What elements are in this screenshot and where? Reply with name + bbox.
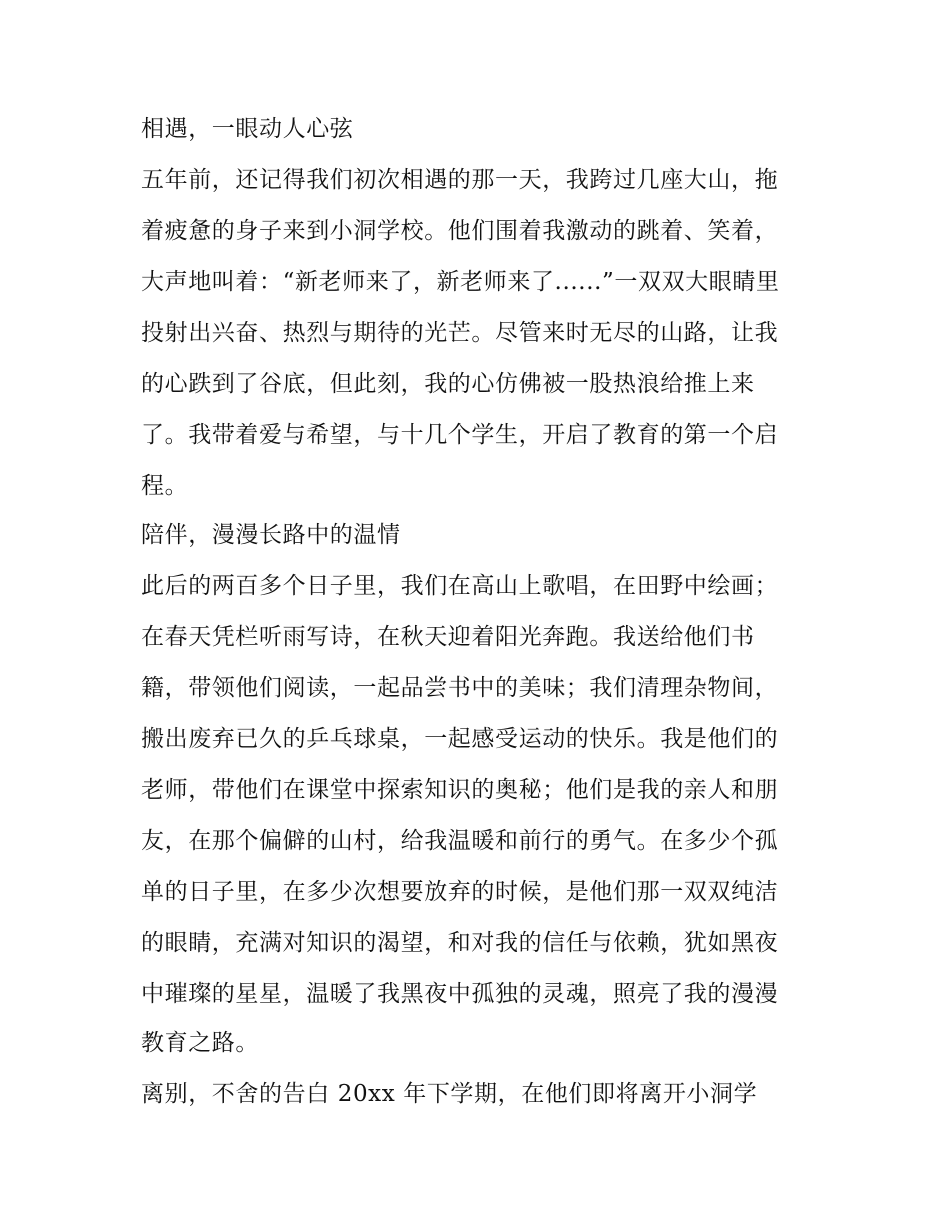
paragraph-line: 搬出废弃已久的乒乓球桌，一起感受运动的快乐。我是他们的: [141, 726, 779, 752]
paragraph-line: 的眼睛，充满对知识的渴望，和对我的信任与依赖，犹如黑夜: [141, 930, 779, 956]
paragraph-line: 投射出兴奋、热烈与期待的光芒。尽管来时无尽的山路，让我: [141, 320, 779, 346]
paragraph-line: 的心跌到了谷底，但此刻，我的心仿佛被一股热浪给推上来: [141, 371, 755, 397]
paragraph-line: 程。: [141, 473, 189, 499]
paragraph-line: 籍，带领他们阅读，一起品尝书中的美味；我们清理杂物间，: [141, 675, 779, 701]
paragraph-line: 教育之路。: [141, 1030, 259, 1056]
paragraph-line: 大声地叫着：“新老师来了，新老师来了......”一双双大眼睛里: [141, 269, 780, 295]
paragraph-line: 在春天凭栏听雨写诗，在秋天迎着阳光奔跑。我送给他们书: [141, 624, 755, 650]
paragraph-line: 老师，带他们在课堂中探索知识的奥秘；他们是我的亲人和朋: [141, 777, 779, 803]
paragraph-line: 友，在那个偏僻的山村，给我温暖和前行的勇气。在多少个孤: [141, 828, 779, 854]
section-heading-encounter: 相遇，一眼动人心弦: [141, 116, 354, 142]
paragraph-line: 五年前，还记得我们初次相遇的那一天，我跨过几座大山，拖: [141, 167, 779, 193]
section-heading-farewell: 离别，不舍的告白 20xx 年下学期，在他们即将离开小洞学: [141, 1081, 758, 1107]
paragraph-line: 着疲惫的身子来到小洞学校。他们围着我激动的跳着、笑着，: [141, 218, 779, 244]
section-heading-companionship: 陪伴，漫漫长路中的温情: [141, 522, 401, 548]
paragraph-line: 单的日子里，在多少次想要放弃的时候，是他们那一双双纯洁: [141, 879, 779, 905]
paragraph-line: 了。我带着爱与希望，与十几个学生，开启了教育的第一个启: [141, 422, 779, 448]
paragraph-line: 中璀璨的星星，温暖了我黑夜中孤独的灵魂，照亮了我的漫漫: [141, 981, 779, 1007]
paragraph-line: 此后的两百多个日子里，我们在高山上歌唱，在田野中绘画；: [141, 573, 779, 599]
